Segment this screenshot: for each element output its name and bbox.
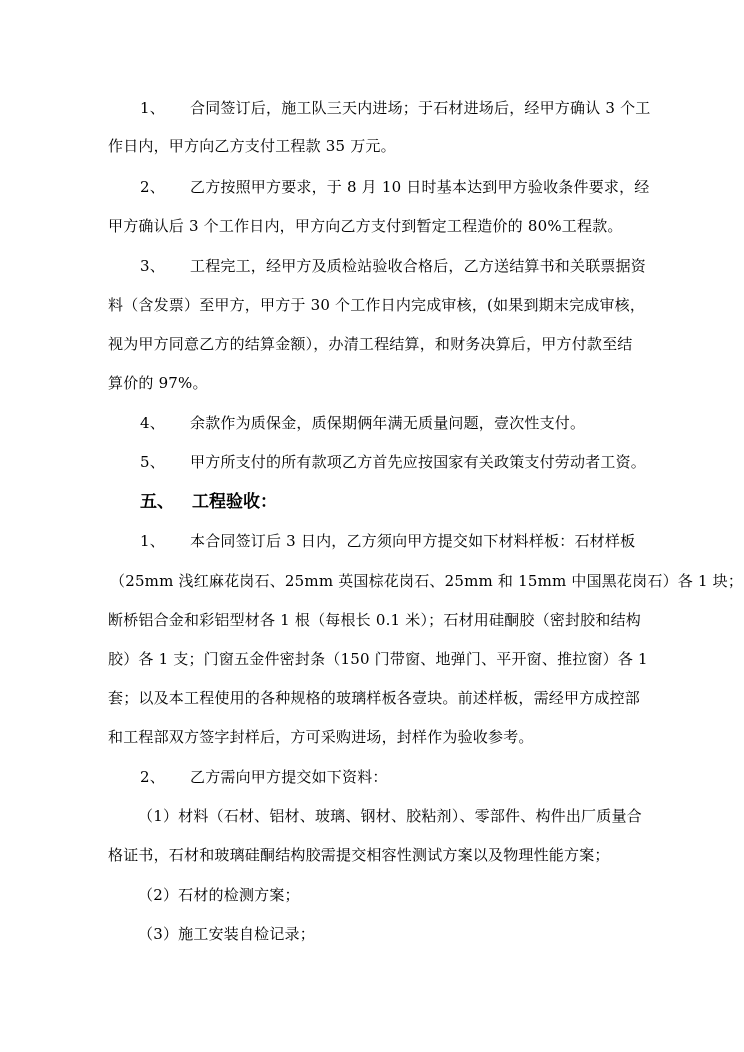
payment-item-3	[140, 256, 646, 276]
section-heading-acceptance	[140, 491, 277, 513]
item-number: 5、	[140, 453, 165, 471]
item-text: 甲方所支付的所有款项乙方首先应按国家有关政策支付劳动者工资。	[190, 453, 647, 471]
item-number: 4、	[140, 414, 165, 432]
payment-item-3-cont-1: 料（含发票）至甲方，甲方于 30 个工作日内完成审核，(如果到期末完成审核，	[108, 296, 646, 314]
item-text: 本合同签订后 3 日内，乙方须向甲方提交如下材料样板：石材样板	[190, 532, 636, 550]
acceptance-item-1-cont-3: 胶）各 1 支；门窗五金件密封条（150 门带窗、地弹门、平开窗、推拉窗）各 1	[108, 650, 648, 668]
acceptance-item-1-cont-4: 套；以及本工程使用的各种规格的玻璃样板各壹块。前述样板，需经甲方成控部	[108, 689, 641, 707]
item-text: 乙方按照甲方要求，于 8 月 10 日时基本达到甲方验收条件要求，经	[190, 178, 650, 196]
heading-title: 工程验收：	[192, 492, 277, 512]
item-number: 1、	[140, 99, 165, 117]
acceptance-item-1-cont-1: （25mm 浅红麻花岗石、25mm 英国棕花岗石、25mm 和 15mm 中国黑花岗石）各 1 块；	[110, 572, 744, 590]
payment-item-3-cont-2: 视为甲方同意乙方的结算金额），办清工程结算，和财务决算后，甲方付款至结	[108, 335, 633, 353]
item-number: 2、	[140, 178, 165, 196]
item-text: 乙方需向甲方提交如下资料：	[190, 768, 388, 786]
payment-item-1	[140, 98, 650, 118]
item-number: 1、	[140, 532, 165, 550]
acceptance-item-1-cont-2: 断桥铝合金和彩铝型材各 1 根（每根长 0.1 米）；石材用硅酮胶（密封胶和结构	[108, 611, 641, 629]
item-text: 合同签订后，施工队三天内进场；于石材进场后，经甲方确认 3 个工	[190, 99, 651, 117]
item-text: 工程完工，经甲方及质检站验收合格后，乙方送结算书和关联票据资	[190, 257, 647, 275]
acceptance-item-1	[140, 531, 635, 551]
acceptance-subitem-2: （2）石材的检测方案；	[138, 886, 300, 904]
payment-item-2-cont: 甲方确认后 3 个工作日内，甲方向乙方支付到暂定工程造价的 80%工程款。	[108, 217, 623, 235]
payment-item-1-cont: 作日内，甲方向乙方支付工程款 35 万元。	[108, 137, 396, 155]
acceptance-subitem-1-cont: 格证书，石材和玻璃硅酮结构胶需提交相容性测试方案以及物理性能方案；	[108, 846, 610, 864]
heading-number: 五、	[140, 492, 174, 512]
item-text: 余款作为质保金，质保期俩年满无质量问题，壹次性支付。	[190, 414, 586, 432]
item-number: 3、	[140, 257, 165, 275]
acceptance-subitem-1: （1）材料（石材、铝材、玻璃、钢材、胶粘剂）、零部件、构件出厂质量合	[138, 807, 642, 825]
payment-item-4	[140, 413, 585, 433]
acceptance-item-2	[140, 767, 388, 787]
payment-item-2	[140, 177, 650, 197]
acceptance-subitem-3: （3）施工安装自检记录；	[138, 925, 315, 943]
acceptance-item-1-cont-5: 和工程部双方签字封样后，方可采购进场，封样作为验收参考。	[108, 728, 534, 746]
payment-item-3-cont-3: 算价的 97%。	[108, 374, 208, 392]
item-number: 2、	[140, 768, 165, 786]
payment-item-5	[140, 452, 646, 472]
